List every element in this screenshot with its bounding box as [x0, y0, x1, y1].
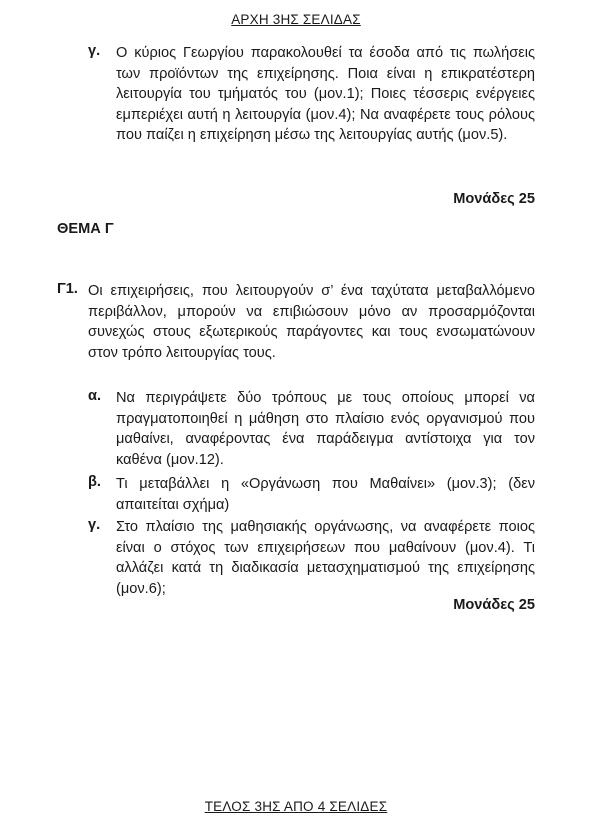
- subitem-a-marker: α.: [88, 388, 102, 404]
- g1-text: Οι επιχειρήσεις, που λειτουργούν σ’ ένα ταχύτατα μεταβαλλόμενο περιβάλλον, μπορούν να επιβιώσουν μόνο αν προσαρμόζονται συνεχώς στους εξωτερικούς παράγοντες και τους ενσωματώνουν στον τρόπο λειτουργίας τους.: [88, 283, 535, 361]
- subitem-b-text: Τι μεταβάλλει η «Οργάνωση που Μαθαίνει» (μον.3); (δεν απαιτείται σχήμα): [116, 476, 535, 513]
- marks-2: Μονάδες 25: [453, 597, 535, 613]
- page-footer: ΤΕΛΟΣ 3ΗΣ ΑΠΟ 4 ΣΕΛΙΔΕΣ: [204, 799, 388, 814]
- subitem-c-text: Στο πλαίσιο της μαθησιακής οργάνωσης, να αναφέρετε ποιος είναι ο στόχος των επιχειρήσεων που μαθαίνουν (μον.4). Τι αλλάζει κατά τη διαδικασία μετασχηματισμού της επιχείρησης (μον.6);: [116, 519, 535, 597]
- subitem-b-marker: β.: [88, 474, 101, 490]
- prev-item-text: Ο κύριος Γεωργίου παρακολουθεί τα έσοδα από τις πωλήσεις των προϊόντων της επιχείρησης. Ποια είναι η επικρατέστερη λειτουργία του τμήματός του (μον.1); Ποιες τέσσερις ενέργειες εμπεριέχει αυτή η λειτουργία (μον.4); Να αναφέρετε τους ρόλους που παίζει η επιχείρηση μέσω της λειτουργίας αυτής (μον.5).: [116, 45, 535, 143]
- subitem-c-marker: γ.: [88, 517, 101, 533]
- prev-item-marker: γ.: [88, 43, 101, 59]
- g1-marker: Γ1.: [57, 281, 78, 297]
- section-title: ΘΕΜΑ Γ: [57, 221, 114, 237]
- page-header: ΑΡΧΗ 3ΗΣ ΣΕΛΙΔΑΣ: [231, 12, 361, 27]
- subitem-a-text: Να περιγράψετε δύο τρόπους με τους οποίους μπορεί να πραγματοποιηθεί η μάθηση στο πλαίσιο ενός οργανισμού που μαθαίνει, αναφέροντας ένα παράδειγμα αντίστοιχα για τον καθένα (μον.12).: [116, 390, 535, 468]
- marks-1: Μονάδες 25: [453, 191, 535, 207]
